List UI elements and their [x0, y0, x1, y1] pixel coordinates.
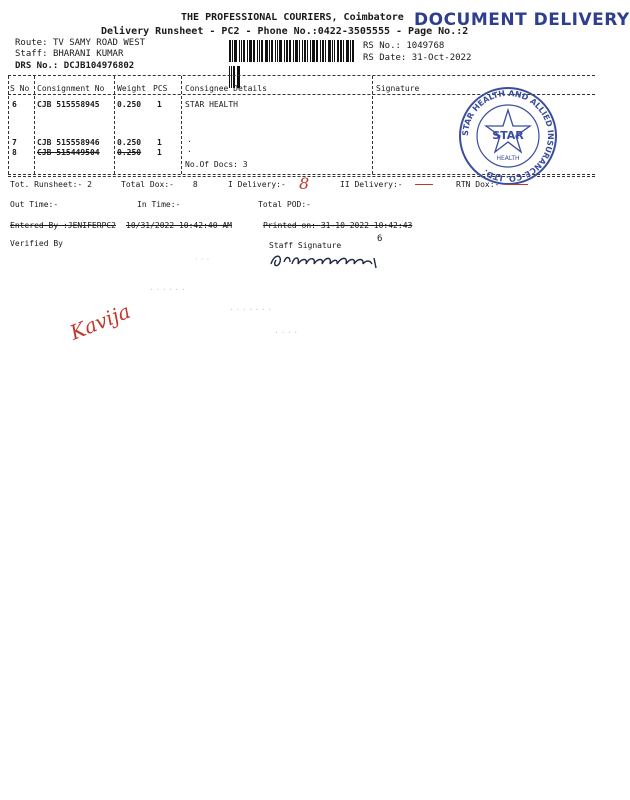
rs-date-value: 31-Oct-2022 [411, 53, 472, 63]
table-row-weight: 0.250 [117, 138, 142, 147]
out-time-label: Out Time:- [10, 200, 59, 209]
col-divider [181, 76, 182, 174]
barcode-bar [247, 40, 248, 62]
barcode-bar [284, 40, 285, 62]
staff-label: Staff: [15, 49, 48, 59]
handwritten-name-kavija [64, 297, 134, 345]
barcode-bar [304, 40, 306, 62]
table-row-sno: 8 [12, 148, 17, 157]
table-row-weight: 0.250 [117, 148, 142, 157]
drs-row [15, 61, 134, 71]
in-time-label: In Time:- [137, 200, 181, 209]
tot-runsheet [10, 180, 92, 189]
table-row-details: . [187, 135, 192, 144]
barcode-bar [249, 40, 252, 62]
table-row-pcs: 1 [157, 100, 162, 109]
i-delivery [228, 180, 286, 189]
table-row-details: . [187, 145, 192, 154]
barcode [229, 40, 357, 62]
rs-no-value: 1049768 [406, 41, 445, 51]
handwritten-name-text: Kavija [66, 298, 134, 345]
drs-label: DRS No.: [15, 61, 59, 71]
barcode-bar [320, 40, 321, 62]
staff-handwritten-signature [268, 248, 383, 272]
col-header-weight: Weight [117, 84, 146, 93]
barcode-bar [289, 40, 291, 62]
rs-no-label: RS No.: [363, 41, 401, 51]
table-row-sno: 7 [12, 138, 17, 147]
rs-no-row [363, 41, 444, 51]
tot-runsheet-value: 2 [87, 180, 92, 189]
company-title: THE PROFESSIONAL COURIERS, Coimbatore [181, 12, 404, 23]
barcode-bar [350, 40, 351, 62]
printed-on-label: Printed on: [263, 221, 316, 230]
staff-row [15, 49, 123, 59]
table-row-sno: 6 [12, 100, 17, 109]
barcode-bar [328, 40, 331, 62]
barcode-bar [322, 40, 324, 62]
bleed-through-mark: · · · · [275, 328, 298, 339]
total-dox-value: 8 [192, 180, 198, 189]
route-value: TV SAMY ROAD WEST [52, 38, 146, 48]
table-row-details: STAR HEALTH [185, 100, 238, 109]
bleed-through-mark: · · · · · · [150, 285, 185, 296]
barcode-bar [310, 40, 311, 62]
barcode-bar [337, 40, 339, 62]
rs-date-row [363, 53, 471, 63]
drs-value: DCJB104976802 [63, 61, 135, 71]
barcode-bar [343, 40, 344, 62]
col-divider [34, 76, 35, 174]
table-row-pcs: 1 [157, 148, 162, 157]
i-delivery-handwritten: 8 [299, 174, 310, 193]
seal-center-text: STAR [492, 129, 524, 142]
barcode-bar [234, 40, 237, 62]
barcode-bar [302, 40, 303, 62]
staff-value: BHARANI KUMAR [52, 49, 124, 59]
barcode-bar [239, 40, 240, 62]
i-delivery-label: I Delivery:- [228, 180, 286, 189]
col-header-pcs: PCS [153, 84, 168, 93]
seal-ring-text: STAR HEALTH AND ALLIED INSURANCE CO. LTD. [460, 88, 556, 184]
barcode-bar [346, 40, 349, 62]
barcode-bar [286, 40, 288, 62]
barcode-bar [261, 40, 263, 62]
route-label: Route: [15, 38, 48, 48]
table-row-consignment: CJB 515558945 [37, 100, 100, 109]
barcode-bar [277, 40, 278, 62]
barcode-bar [241, 40, 242, 62]
entered-by: Entered By :JENIFERPC2 [10, 221, 116, 230]
table-row-consignment: CJB 515558946 [37, 138, 100, 147]
barcode-bar [243, 40, 245, 62]
verified-by-label: Verified By [10, 239, 63, 248]
col-divider [8, 76, 9, 174]
barcode-bar [312, 40, 315, 62]
col-header-consignment: Consignment No [37, 84, 105, 93]
entered-at: 10/31/2022 10:42:40 AM [126, 221, 232, 230]
company-seal-stamp [452, 86, 564, 186]
barcode-bar [299, 40, 300, 62]
rtn-dox-label: RTN Dox:- [456, 180, 500, 189]
runsheet-line: Delivery Runsheet - PC2 - Phone No.:0422-3505555 - Page No.:2 [101, 26, 469, 37]
col-header-sno: S No [10, 84, 30, 93]
barcode-bar [316, 40, 318, 62]
table-row-weight: 0.250 [117, 100, 142, 109]
rs-date-label: RS Date: [363, 53, 407, 63]
barcode-bar [265, 40, 268, 62]
barcode-bar [340, 40, 342, 62]
total-pod-label: Total POD:- [258, 200, 311, 209]
docs-count-note: No.Of Docs: 3 [185, 160, 248, 169]
barcode-bar [232, 40, 233, 62]
barcode-bar [257, 40, 258, 62]
printed-on-value: 31-10-2022 10:42:43 [320, 221, 413, 230]
total-dox [121, 180, 198, 189]
barcode-bar [269, 40, 270, 62]
table-row-pcs: 1 [157, 138, 162, 147]
barcode-bar [229, 40, 231, 62]
tot-runsheet-label: Tot. Runsheet:- [10, 180, 83, 189]
document-delivery-stamp: DOCUMENT DELIVERY [414, 10, 630, 30]
col-header-signature: Signature [376, 84, 420, 93]
barcode-bar [275, 40, 276, 62]
bleed-through-mark: · · · · · · · [230, 305, 272, 316]
barcode-bar [334, 40, 335, 62]
barcode-bar [259, 40, 260, 62]
signature-number: 6 [377, 234, 383, 244]
barcode-bar [352, 40, 354, 62]
table-top-rule [8, 75, 595, 76]
barcode-bar [279, 40, 282, 62]
barcode-bar [307, 40, 308, 62]
bleed-through-mark: · · · [195, 255, 210, 265]
seal-sub-text: HEALTH [496, 155, 520, 162]
staff-signature-label: Staff Signature [269, 241, 342, 250]
barcode-bar [253, 40, 255, 62]
route-row [15, 38, 145, 48]
barcode-bar [293, 40, 294, 62]
col-divider [114, 76, 115, 174]
barcode-bar [325, 40, 326, 62]
col-header-details: Consignee Details [185, 84, 267, 93]
total-dox-label: Total Dox:- [121, 180, 174, 189]
barcode-bar [271, 40, 273, 62]
printed-on [263, 221, 412, 230]
col-divider [372, 76, 373, 174]
ii-delivery-label: II Delivery:- [340, 180, 403, 189]
barcode-bar [332, 40, 333, 62]
rtn-dox-dash [506, 184, 528, 185]
table-row-consignment: CJB 515449504 [37, 148, 100, 157]
ii-delivery-dash [415, 184, 433, 185]
barcode-bar [295, 40, 298, 62]
